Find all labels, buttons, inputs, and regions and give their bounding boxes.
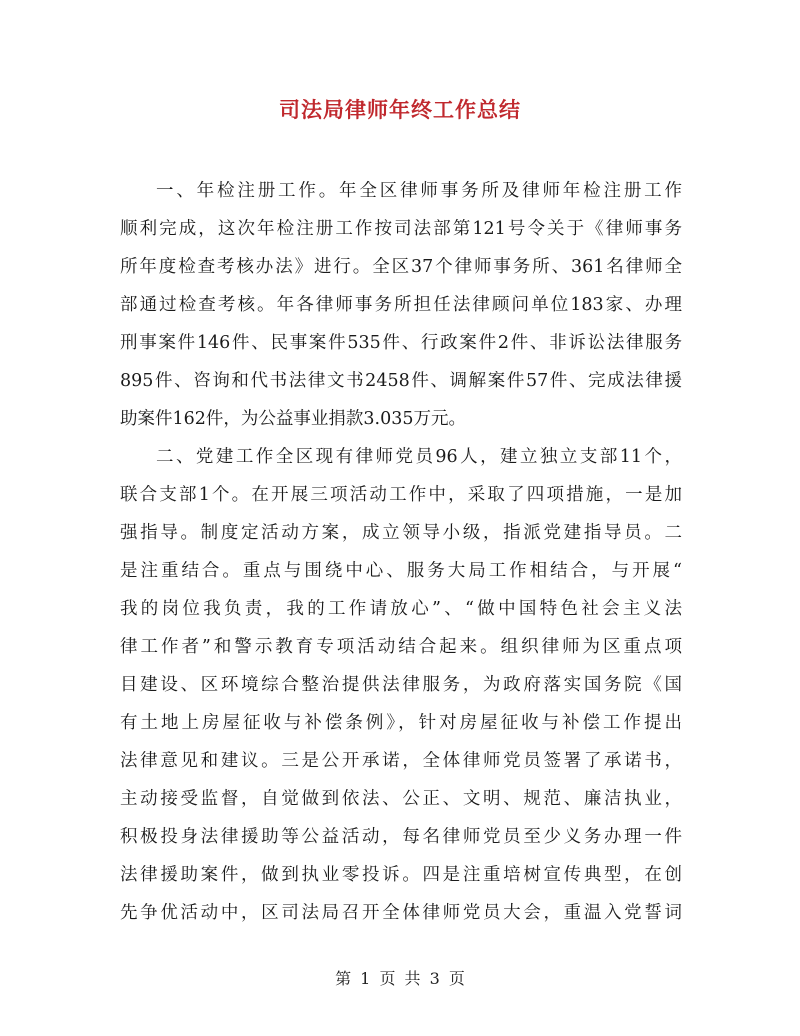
paragraph-line: 部通过检查考核。年各律师事务所担任法律顾问单位183家、办理 bbox=[120, 295, 682, 315]
page-number-footer: 第 1 页 共 3 页 bbox=[335, 969, 465, 988]
document-body bbox=[120, 172, 682, 932]
paragraph-line: 所年度检查考核办法》进行。全区37个律师事务所、361名律师全 bbox=[120, 257, 682, 277]
paragraph-line: 是注重结合。重点与围绕中心、服务大局工作相结合，与开展“ bbox=[120, 561, 682, 581]
paragraph-line: 律工作者”和警示教育专项活动结合起来。组织律师为区重点项 bbox=[120, 637, 682, 657]
paragraph-line: 我的岗位我负责，我的工作请放心”、“做中国特色社会主义法 bbox=[120, 599, 682, 619]
paragraph-line: 助案件162件，为公益事业捐款3.035万元。 bbox=[120, 409, 466, 429]
paragraph-line: 先争优活动中，区司法局召开全体律师党员大会，重温入党誓词 bbox=[120, 903, 682, 923]
paragraph-line: 895件、咨询和代书法律文书2458件、调解案件57件、完成法律援 bbox=[120, 371, 682, 391]
paragraph-line: 法律援助案件，做到执业零投诉。四是注重培树宣传典型，在创 bbox=[120, 865, 682, 885]
paragraph-line: 刑事案件146件、民事案件535件、行政案件2件、非诉讼法律服务 bbox=[120, 333, 682, 353]
paragraph-line: 联合支部1个。在开展三项活动工作中，采取了四项措施，一是加 bbox=[120, 485, 682, 505]
paragraph-line: 顺利完成，这次年检注册工作按司法部第121号令关于《律师事务 bbox=[120, 219, 682, 239]
paragraph-line: 法律意见和建议。三是公开承诺，全体律师党员签署了承诺书， bbox=[120, 751, 682, 771]
paragraph-line: 二、党建工作全区现有律师党员96人，建立独立支部11个， bbox=[156, 447, 682, 467]
paragraph-line: 一、年检注册工作。年全区律师事务所及律师年检注册工作 bbox=[156, 181, 682, 201]
paragraph-line: 积极投身法律援助等公益活动，每名律师党员至少义务办理一件 bbox=[120, 827, 682, 847]
paragraph-line: 主动接受监督，自觉做到依法、公正、文明、规范、廉洁执业， bbox=[120, 789, 682, 809]
paragraph-line: 强指导。制度定活动方案，成立领导小级，指派党建指导员。二 bbox=[120, 523, 682, 543]
document-title: 司法局律师年终工作总结 bbox=[279, 98, 521, 122]
paragraph-line: 目建设、区环境综合整治提供法律服务，为政府落实国务院《国 bbox=[120, 675, 682, 695]
paragraph-line: 有土地上房屋征收与补偿条例》，针对房屋征收与补偿工作提出 bbox=[120, 713, 682, 733]
